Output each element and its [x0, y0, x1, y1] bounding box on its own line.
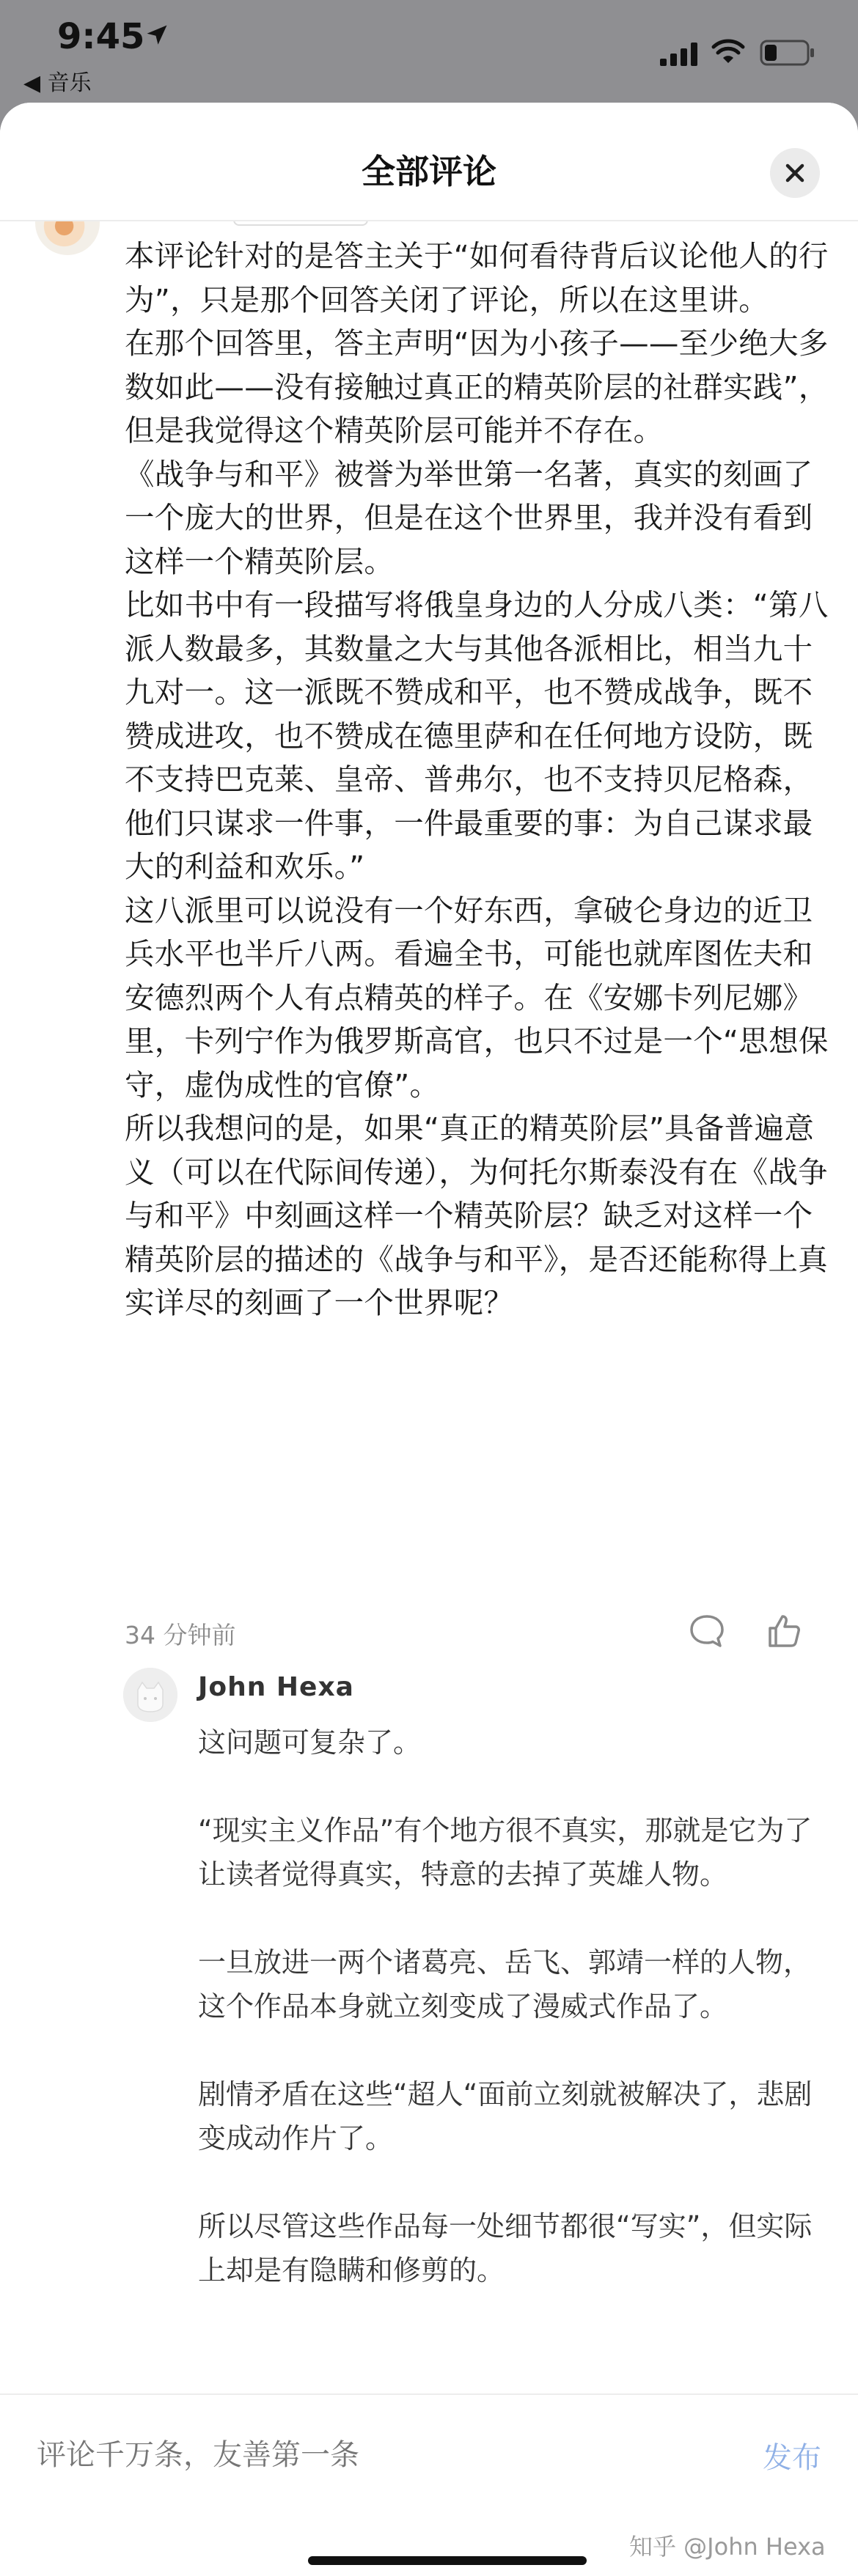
back-to-app-link[interactable]: ◀ 音乐 [23, 70, 92, 96]
comment-meta-row [125, 1611, 829, 1655]
reply-paragraph: 一旦放进一两个诸葛亮、岳飞、郭靖一样的人物，这个作品本身就立刻变成了漫威式作品了。 [198, 1946, 812, 2023]
status-time: 9:45 [57, 16, 145, 57]
commenter-avatar[interactable] [35, 220, 100, 255]
reply-paragraph: 剧情矛盾在这些“超人“面前立刻就被解决了，悲剧变成动作片了。 [198, 2078, 813, 2154]
comment-composer [0, 2393, 858, 2576]
reply-paragraph: 这问题可复杂了。 [198, 1726, 422, 1759]
battery-icon [760, 40, 815, 66]
close-icon [783, 161, 807, 185]
comment-paragraph: 比如书中有一段描写将俄皇身边的人分成八类：“第八派人数最多，其数量之大与其他各派相比，相当九十九对一。这一派既不赞成和平，也不赞成战争，既不赞成进攻，也不赞成在德里萨和在任何地方设防，既不支持巴克莱、皇帝、普弗尔，也不支持贝尼格森，他们只谋求一件事，一件最重要的事：为自己谋求最大的利益和欢乐。” [125, 587, 829, 884]
sheet-header [0, 103, 858, 221]
publish-button[interactable]: 发布 [763, 2441, 821, 2475]
comment-paragraph: 这八派里可以说没有一个好东西，拿破仑身边的近卫兵水平也半斤八两。看遍全书，可能也就库图佐夫和安德烈两个人有点精英的样子。在《安娜卡列尼娜》里，卡列宁作为俄罗斯高官，也只不过是一个“思想保守，虚伪成性的官僚”。 [125, 892, 829, 1103]
comment-thread[interactable] [0, 220, 858, 2393]
close-button[interactable] [770, 148, 820, 198]
reply-author-avatar[interactable] [123, 1668, 177, 1722]
comment-body [125, 235, 829, 1325]
comment-paragraph: 《战争与和平》被誉为举世第一名著，真实的刻画了一个庞大的世界，但是在这个世界里，我并没有看到这样一个精英阶层。 [125, 456, 813, 579]
reply-body [198, 1721, 821, 2336]
thumbs-up-icon[interactable] [763, 1611, 804, 1652]
comment-paragraph: 在那个回答里，答主声明“因为小孩子——至少绝大多数如此——没有接触过真正的精英阶层的社群实践”，但是我觉得这个精英阶层可能并不存在。 [125, 325, 829, 448]
reply-author-name[interactable]: John Hexa [198, 1672, 354, 1702]
comments-sheet [0, 103, 858, 2576]
comment-paragraph: 所以我想问的是，如果“真正的精英阶层”具备普遍意义（可以在代际间传递），为何托尔斯泰没有在《战争与和平》中刻画这样一个精英阶层？缺乏对这样一个精英阶层的描述的《战争与和平》，是否还能称得上真实详尽的刻画了一个世界呢？ [125, 1111, 828, 1320]
sheet-title: 全部评论 [362, 152, 496, 191]
wifi-icon [711, 37, 745, 66]
default-avatar-icon [123, 1668, 177, 1722]
reply-paragraph: “现实主义作品”有个地方很不真实，那就是它为了让读者觉得真实，特意的去掉了英雄人物。 [198, 1814, 813, 1891]
comment-timestamp: 34 分钟前 [125, 1621, 236, 1649]
status-bar [0, 0, 858, 103]
home-indicator[interactable] [308, 2556, 587, 2565]
comment-input[interactable] [37, 2433, 623, 2477]
reply-paragraph: 所以尽管这些作品每一处细节都很“写实”，但实际上却是有隐瞒和修剪的。 [198, 2210, 813, 2286]
location-arrow-icon [144, 22, 170, 48]
comment-paragraph: 本评论针对的是答主关于“如何看待背后议论他人的行为”，只是那个回答关闭了评论，所以在这里讲。 [125, 238, 829, 317]
cellular-signal-icon [660, 43, 700, 66]
comment-bubble-icon[interactable] [686, 1611, 727, 1652]
watermark: 知乎 @John Hexa [629, 2533, 826, 2561]
